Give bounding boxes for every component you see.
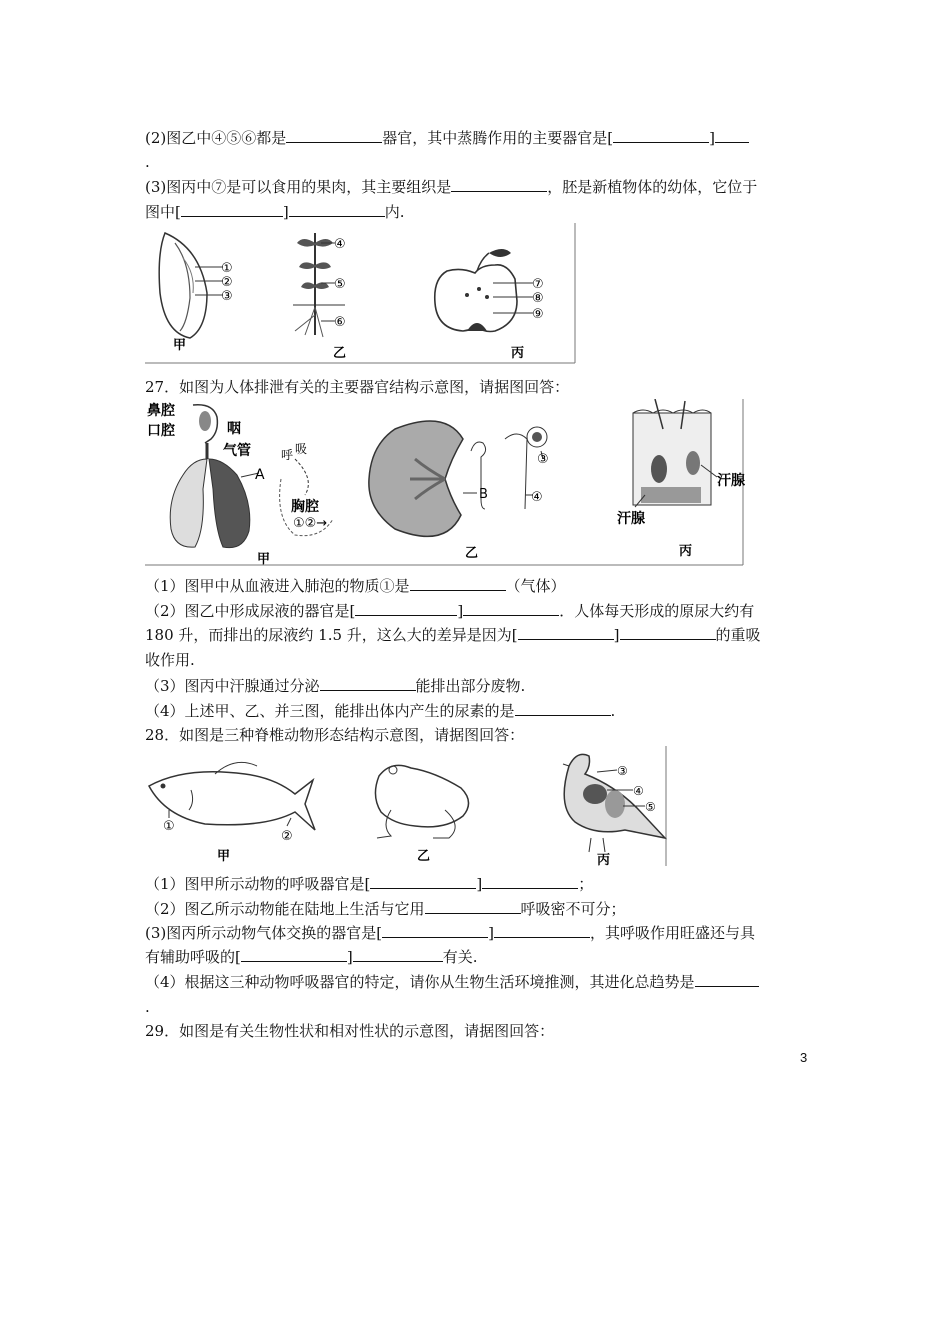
blank[interactable] <box>320 676 416 691</box>
label-qiguan: 气管 <box>223 443 251 459</box>
label-n2: ② <box>221 275 233 290</box>
blank[interactable] <box>494 923 590 938</box>
blank[interactable] <box>289 202 385 217</box>
q26-line-2-end: . <box>145 153 150 171</box>
q27-line-3: （3）图丙中汗腺通过分泌 能排出部分废物. <box>145 677 526 695</box>
label-n9: ⑨ <box>532 307 544 322</box>
q28-line-1: （1）图甲所示动物的呼吸器官是[ ] ； <box>145 875 594 893</box>
q26-line-3: (3)图丙中⑦是可以食用的果肉，其主要组织是 ，胚是新植物体的幼体，它位于 <box>145 178 758 196</box>
label-n4: ④ <box>633 784 644 798</box>
label-n6: ⑥ <box>334 315 346 330</box>
q28-line-2: （2）图乙所示动物能在陆地上生活与它用 呼吸密不可分； <box>145 900 626 918</box>
q28-line-4: （4）根据这三种动物呼吸器官的特定，请你从生物生活环境推测，其进化总趋势是 <box>145 972 759 992</box>
q27-line-2c: 收作用. <box>145 651 195 669</box>
blank[interactable] <box>463 601 559 616</box>
q27-title: 27．如图为人体排泄有关的主要器官结构示意图，请据图回答： <box>145 378 570 396</box>
caption-yi: 乙 <box>465 546 479 561</box>
caption-jia: 甲 <box>173 338 187 353</box>
blank[interactable] <box>613 128 709 143</box>
caption-bing: 丙 <box>511 346 525 361</box>
label-n4: ④ <box>334 237 346 252</box>
blank[interactable] <box>620 625 716 640</box>
seed-outline <box>159 233 207 338</box>
label-xiongqiang: 胸腔 <box>291 499 319 515</box>
label-n2: ② <box>281 829 293 844</box>
caption-bing: 丙 <box>679 544 693 559</box>
blank[interactable] <box>410 576 506 591</box>
blank[interactable] <box>482 874 578 889</box>
label-n1: ① <box>221 261 233 276</box>
apple-outline <box>435 265 517 332</box>
caption-bing: 丙 <box>597 853 611 868</box>
label-xi: 吸 <box>295 442 308 456</box>
label-n5: ⑤ <box>645 800 656 814</box>
blank[interactable] <box>425 899 521 914</box>
q27-line-2: （2）图乙中形成尿液的器官是[ ] ．人体每天形成的原尿大约有 <box>145 602 755 620</box>
blank[interactable] <box>451 177 547 192</box>
blank[interactable] <box>695 972 759 987</box>
caption-yi: 乙 <box>333 346 347 361</box>
blank[interactable] <box>715 128 749 143</box>
label-hanxian-left: 汗腺 <box>617 511 645 527</box>
label-n4: ④ <box>531 490 543 505</box>
q27-figure <box>145 399 745 567</box>
label-yan: 咽 <box>227 421 241 437</box>
blank[interactable] <box>355 601 457 616</box>
q28-line-3b: 有辅助呼吸的[ ] 有关. <box>145 948 478 966</box>
q26-line-3b: 图中[ ] 内. <box>145 203 405 221</box>
label-A: A <box>255 467 265 483</box>
label-kouqiang: 口腔 <box>147 423 175 439</box>
q28-figure <box>145 746 669 868</box>
blank[interactable] <box>518 625 614 640</box>
blank[interactable] <box>370 874 476 889</box>
label-hanxian-right: 汗腺 <box>717 473 745 489</box>
blank[interactable] <box>515 701 611 716</box>
q28-title: 28．如图是三种脊椎动物形态结构示意图，请据图回答： <box>145 726 525 744</box>
blank[interactable] <box>353 947 443 962</box>
q26-figure <box>145 223 577 365</box>
label-hu: 呼 <box>281 448 294 462</box>
caption-jia: 甲 <box>217 849 231 864</box>
label-n3: ③ <box>221 289 233 304</box>
label-n5: ⑤ <box>334 277 346 292</box>
label-12: ①②→ <box>293 516 328 531</box>
blank[interactable] <box>286 128 382 143</box>
blank[interactable] <box>241 947 347 962</box>
blank[interactable] <box>382 923 488 938</box>
q28-line-3: (3)图丙所示动物气体交换的器官是[ ] ，其呼吸作用旺盛还与具 <box>145 924 755 942</box>
label-biqiang: 鼻腔 <box>147 403 175 419</box>
caption-yi: 乙 <box>417 849 431 864</box>
label-B: B <box>479 487 488 502</box>
label-n8: ⑧ <box>532 291 544 306</box>
q27-line-1: （1）图甲中从血液进入肺泡的物质①是 （气体） <box>145 577 566 595</box>
caption-jia: 甲 <box>257 552 271 567</box>
label-n3: ③ <box>617 764 628 778</box>
blank[interactable] <box>181 202 283 217</box>
label-n7: ⑦ <box>532 277 544 292</box>
page-number: 3 <box>800 1050 808 1065</box>
q27-line-2b: 180 升，而排出的尿液约 1.5 升，这么大的差异是因为[ ] 的重吸 <box>145 626 761 644</box>
label-n1: ① <box>163 819 175 834</box>
label-n3: ③ <box>537 452 549 467</box>
q29-title: 29．如图是有关生物性状和相对性状的示意图，请据图回答： <box>145 1022 555 1040</box>
frog-outline <box>375 765 468 827</box>
q26-line-2: (2)图乙中④⑤⑥都是 器官，其中蒸腾作用的主要器官是[ ] <box>145 128 749 148</box>
q28-line-4-end: . <box>145 998 150 1016</box>
q27-line-4: （4）上述甲、乙、并三图，能排出体内产生的尿素的是 . <box>145 702 616 720</box>
